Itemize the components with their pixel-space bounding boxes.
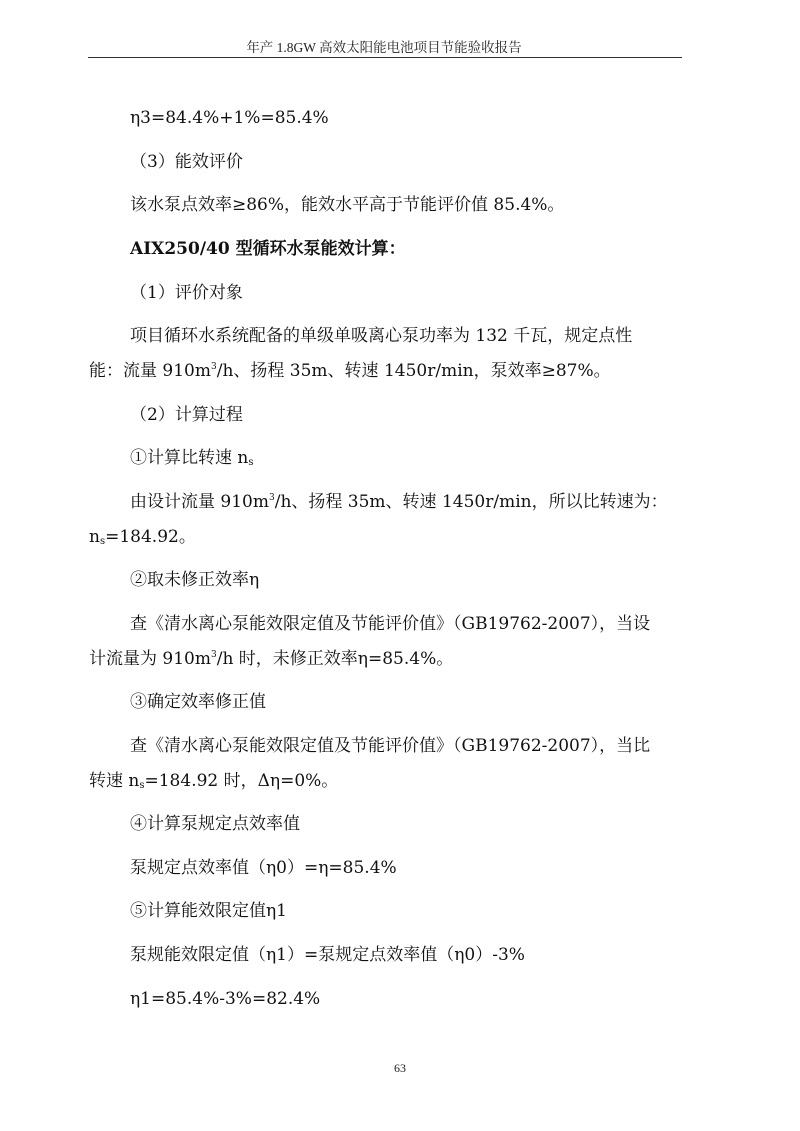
paragraph-lookup-line2: 计流量为 $910m^3/h$ 时，未修正效率η=85.4%。 — [89, 649, 454, 669]
paragraph-correction-line1: 查《清水离心泵能效限定值及节能评价值》（GB19762-2007），当比 — [130, 736, 651, 756]
subheading-efficiency-evaluation: （3）能效评价 — [130, 152, 243, 172]
rated-point-efficiency-formula: 泵规定点效率值（η0）=η=85.4% — [130, 858, 397, 878]
evaluation-statement: 该水泵点效率≥86%，能效水平高于节能评价值 85.4%。 — [130, 195, 565, 215]
step3-correction-value: ③确定效率修正值 — [130, 692, 266, 712]
header-rule — [88, 57, 682, 58]
eta1-result: η1=85.4%-3%=82.4% — [130, 989, 321, 1009]
page-number: 63 — [394, 1061, 406, 1075]
paragraph-lookup-line1: 查《清水离心泵能效限定值及节能评价值》（GB19762-2007），当设 — [130, 614, 651, 634]
running-header: 年产 1.8GW 高效太阳能电池项目节能验收报告 — [246, 40, 522, 55]
subheading-evaluation-object: （1）评价对象 — [130, 283, 243, 303]
step4-rated-point-efficiency: ④计算泵规定点效率值 — [130, 814, 300, 834]
step5-efficiency-limit: ⑤计算能效限定值η1 — [130, 901, 288, 921]
paragraph-pump-spec-line2: 能：流量 $910m^3/h$、扬程 35m、转速 1450r/min，泵效率≥87%。 — [89, 361, 611, 381]
paragraph-pump-spec-line1: 项目循环水系统配备的单级单吸离心泵功率为 132 千瓦，规定点性 — [130, 326, 633, 346]
section-heading-aix250: AIX250/40 型循环水泵能效计算： — [130, 239, 406, 259]
efficiency-limit-formula: 泵规能效限定值（η1）=泵规定点效率值（η0）-3% — [130, 945, 525, 965]
subheading-calculation-process: （2）计算过程 — [130, 405, 243, 425]
step2-uncorrected-efficiency: ②取未修正效率η — [130, 570, 260, 590]
step1-specific-speed: ①计算比转速 $n_s$ — [130, 448, 254, 468]
eta3-result: η3=84.4%+1%=85.4% — [130, 108, 329, 128]
paragraph-correction-line2: 转速 $n_s=184.92$ 时，Δη=0%。 — [89, 771, 339, 791]
paragraph-design-flow-line1: 由设计流量 $910m^3/h$、扬程 35m、转速 1450r/min，所以比转速为： — [130, 492, 668, 512]
paragraph-design-flow-line2: $n_s=184.92$。 — [89, 527, 196, 547]
